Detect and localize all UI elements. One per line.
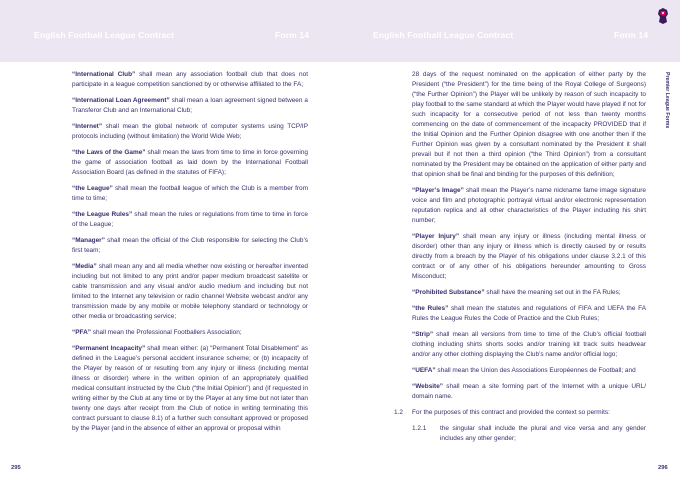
definition bbox=[72, 328, 308, 338]
definition-text: shall mean the Player’s name nickname fame image signature voice and film and photographic portrayal virtual and/or electronic representation reputation replica and all other characteristics of the Player including his shirt number; bbox=[412, 187, 647, 224]
definition-text: shall mean the statutes and regulations of FIFA and UEFA the FA Rules the League Rules the Code of Practice and the Club Rules; bbox=[412, 305, 646, 322]
definition-term: “the Rules” bbox=[412, 305, 449, 312]
definition bbox=[72, 96, 308, 116]
definition-text: shall mean the laws from time to time in force governing the game of association football as laid down by the International Football Association Board (as defined in the statutes of FIFA); bbox=[72, 149, 308, 176]
page-number-left: 295 bbox=[11, 465, 21, 471]
definition-text: shall mean the official of the Club responsible for selecting the Club’s first team; bbox=[72, 237, 308, 254]
definition bbox=[412, 366, 646, 376]
definition bbox=[72, 184, 308, 204]
definition-term: “Website” bbox=[412, 383, 444, 390]
definition bbox=[72, 148, 308, 178]
definition-text: shall mean the Union des Associations Européennes de Football; and bbox=[435, 367, 636, 374]
definition bbox=[412, 288, 646, 298]
definition bbox=[72, 70, 308, 90]
definition-text: shall mean the global network of computer systems using TCP/IP protocols including (without limitation) the World Wide Web; bbox=[72, 123, 308, 140]
definition-text: shall mean the football league of which the Club is a member from time to time; bbox=[72, 185, 308, 202]
definition-term: “PFA” bbox=[72, 329, 91, 336]
definition bbox=[72, 344, 308, 434]
definition bbox=[412, 70, 646, 180]
sub-clause-number: 1.2.1 bbox=[412, 425, 427, 432]
right-column bbox=[394, 70, 647, 450]
definition-term: “Player’s Image” bbox=[412, 187, 464, 194]
definition bbox=[72, 262, 308, 322]
clause-number: 1.2 bbox=[394, 409, 403, 416]
definition-term: “Permanent Incapacity” bbox=[72, 345, 146, 352]
definition-term: “Player Injury” bbox=[412, 233, 460, 240]
definition bbox=[72, 236, 308, 256]
premier-league-lion-logo-icon bbox=[656, 8, 670, 24]
definition-text: 28 days of the request nominated on the application of either party by the President (“the President”) for the time being of the Royal College of Surgeons) (“the Further Opinion”) the Player will be unlikely by reason of such incapacity to play football to the same standard at which the Player would have played if not for such incapacity for a consecutive period of not less than twenty months commencing on the date of commencement of the incapacity PROVIDED that if the Initial Opinion and the Further Opinion disagree with one another then if the Further Opinion was given by a consultant nominated by the President it shall prevail but if not then a third opinion (“the Third Opinion”) from a consultant nominated by the President may be obtained on the application of either party and that opinion shall be final and binding for the purposes of this definition; bbox=[412, 71, 646, 178]
definition bbox=[72, 210, 308, 230]
definition-text: shall mean any and all media whether now existing or hereafter invented including but not limited to any print and/or paper medium broadcast satellite or cable transmission and any visual and/or audio medium and including but not limited to the Internet any television or radio channel Website webcast and/or any transmission made by any mobile or mobile telephony standard or technology or other media or broadcasting service; bbox=[72, 263, 308, 320]
clause-text: For the purposes of this contract and provided the context so permits: bbox=[412, 409, 610, 416]
header-form-right: Form 14 bbox=[614, 30, 649, 40]
definition bbox=[412, 232, 646, 282]
clause-1-2 bbox=[394, 408, 646, 418]
definition-text: shall mean the rules or regulations from time to time in force of the League; bbox=[72, 211, 308, 228]
sub-clause-text: the singular shall include the plural and vice versa and any gender includes any other gender; bbox=[440, 425, 646, 442]
definition-term: “Internet” bbox=[72, 123, 103, 130]
definition-term: “International Club” bbox=[72, 71, 136, 78]
clause-1-2-1 bbox=[412, 424, 646, 444]
definition-term: “Manager” bbox=[72, 237, 105, 244]
definition-text: shall mean a loan agreement signed between a Transferor Club and an International Club; bbox=[72, 97, 308, 114]
definition-text: shall have the meaning set out in the FA Rules; bbox=[484, 289, 621, 296]
definition-term: “Media” bbox=[72, 263, 97, 270]
definition-text: shall mean any association football club that does not participate in a league competition sanctioned by or otherwise affiliated to the FA; bbox=[72, 71, 308, 88]
definition-text: shall mean either: (a) “Permanent Total Disablement” as defined in the League’s personal accident insurance scheme; or (b) incapacity of the Player by reason of or resulting from any injury or illness (including mental illness or disorder) where in the written opinion of an appropriately qualified medical consultant instructed by the Club (“the Initial Opinion”) and (if requested in writing either by the Club at any time or by the Player at any time but not later than twenty one days after receipt from the Club of notice in writing terminating this contract pursuant to clause 8.1) of a further such consultant approved or proposed by the Player (and in the absence of either an approval or proposal within bbox=[72, 345, 308, 432]
definition-term: “Strip” bbox=[412, 331, 434, 338]
left-column bbox=[72, 70, 308, 440]
definition-text: shall mean a site forming part of the Internet with a unique URL/ domain name. bbox=[412, 383, 646, 400]
definition bbox=[412, 330, 646, 360]
definition bbox=[72, 122, 308, 142]
header-title-left: English Football League Contract bbox=[34, 30, 175, 40]
definition-term: “the Laws of the Game” bbox=[72, 149, 146, 156]
definition-term: “the League” bbox=[72, 185, 113, 192]
definition-term: “Prohibited Substance” bbox=[412, 289, 485, 296]
definition-text: shall mean the Professional Footballers Association; bbox=[90, 329, 242, 336]
header-title-right: English Football League Contract bbox=[373, 30, 514, 40]
definition-text: shall mean any injury or illness (including mental illness or disorder) other than any injury or illness which is directly caused by or results directly from a breach by the Player of his obligations under clause 3.2.1 of this contract or of any other of his obligations hereunder amounting to Gross Misconduct; bbox=[412, 233, 646, 280]
side-label: Premier League Forms bbox=[664, 72, 670, 129]
page-number-right: 296 bbox=[658, 465, 668, 471]
header-form-left: Form 14 bbox=[275, 30, 310, 40]
definition-text: shall mean all versions from time to time of the Club’s official football clothing including shirts shorts socks and/or training kit track suits headwear and/or any other clothing displaying the Club’s name and/or official logo; bbox=[412, 331, 646, 358]
definition-term: “UEFA” bbox=[412, 367, 436, 374]
definition-term: “the League Rules” bbox=[72, 211, 133, 218]
definition bbox=[412, 186, 646, 226]
definition bbox=[412, 304, 646, 324]
definition bbox=[412, 382, 646, 402]
definition-term: “International Loan Agreement” bbox=[72, 97, 170, 104]
